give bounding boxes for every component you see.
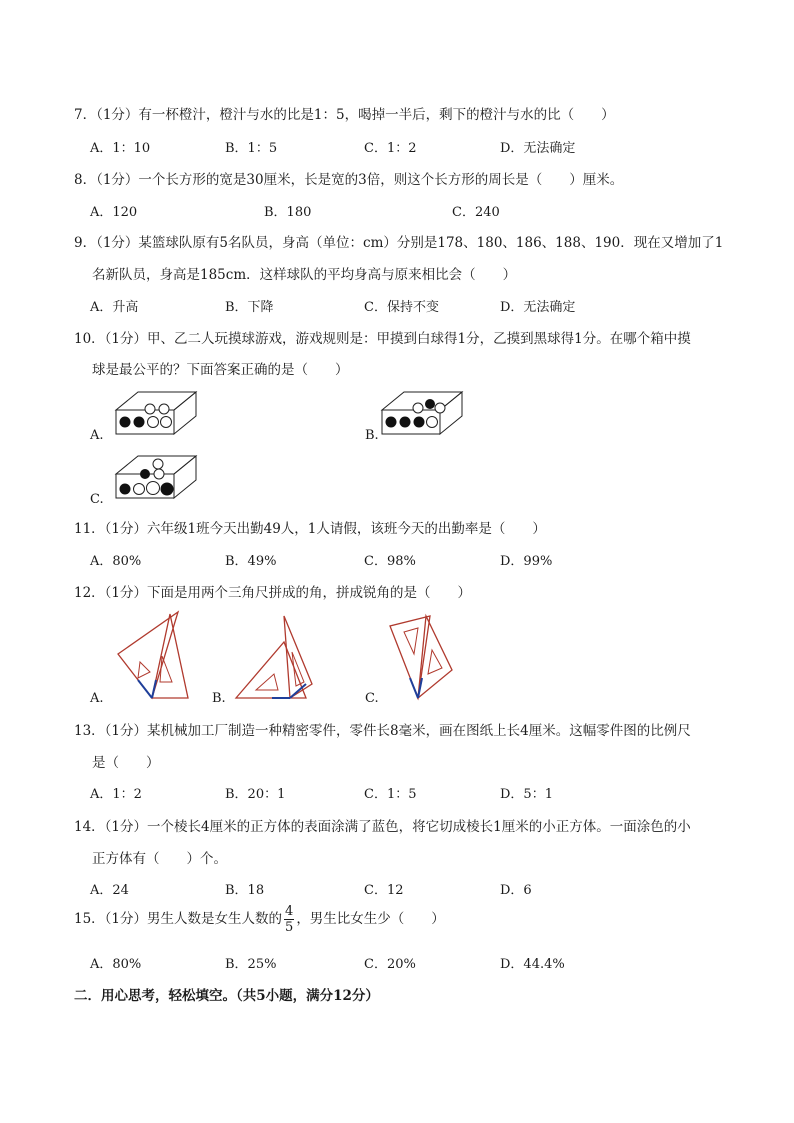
q9-option-c[interactable]: C．保持不变	[364, 300, 439, 315]
q13-stem-line1: 13．（1分）某机械加工厂制造一种精密零件，零件长8毫米，画在图纸上长4厘米。这幅零件图的比例尺	[74, 723, 691, 739]
q10-box-c-figure[interactable]	[112, 452, 202, 504]
q8-option-a[interactable]: A．120	[90, 205, 138, 220]
q9-option-a[interactable]: A．升高	[90, 300, 139, 315]
q8-stem: 8．（1分）一个长方形的宽是30厘米，长是宽的3倍，则这个长方形的周长是（ ）厘米。	[74, 172, 624, 188]
q14-option-d[interactable]: D．6	[500, 883, 532, 898]
q8-option-b[interactable]: B．180	[264, 205, 312, 220]
q7-stem: 7．（1分）有一杯橙汁，橙汁与水的比是1：5，喝掉一半后，剩下的橙汁与水的比（ ）	[74, 107, 615, 123]
q15-stem-after: ，男生比女生少（ ）	[296, 911, 445, 927]
q15-stem	[74, 905, 445, 934]
q15-fraction-denominator: 5	[285, 920, 294, 935]
q11-option-c[interactable]: C．98%	[364, 554, 416, 569]
q12-option-c[interactable]: C.	[365, 691, 379, 706]
q8-option-c[interactable]: C．240	[452, 205, 500, 220]
q13-stem-line2: 是（ ）	[92, 755, 160, 771]
q9-stem-line2: 名新队员，身高是185cm．这样球队的平均身高与原来相比会（ ）	[92, 267, 517, 283]
q15-option-a[interactable]: A．80%	[90, 957, 142, 972]
q11-option-a[interactable]: A．80%	[90, 554, 142, 569]
q15-option-d[interactable]: D．44.4%	[500, 957, 565, 972]
q14-option-a[interactable]: A．24	[90, 883, 129, 898]
q10-stem-line1: 10．（1分）甲、乙二人玩摸球游戏，游戏规则是：甲摸到白球得1分，乙摸到黑球得1分。在哪个箱中摸	[74, 331, 691, 347]
q12-triangle-ruler-c-figure[interactable]	[388, 612, 458, 702]
q13-option-b[interactable]: B．20：1	[225, 787, 286, 802]
q7-option-a[interactable]: A．1：10	[90, 141, 151, 156]
q11-option-d[interactable]: D．99%	[500, 554, 553, 569]
q9-option-b[interactable]: B．下降	[225, 300, 274, 315]
q15-stem-before: 15．（1分）男生人数是女生人数的	[74, 911, 283, 927]
q10-box-a-figure[interactable]	[112, 388, 202, 440]
section-2-heading: 二．用心思考，轻松填空。（共5小题，满分12分）	[74, 988, 379, 1004]
q7-option-b[interactable]: B．1：5	[225, 141, 278, 156]
q14-stem-line2: 正方体有（ ）个。	[92, 851, 227, 867]
q15-fraction	[284, 905, 294, 934]
q13-option-a[interactable]: A．1：2	[90, 787, 142, 802]
q13-option-c[interactable]: C．1：5	[364, 787, 417, 802]
q14-option-b[interactable]: B．18	[225, 883, 265, 898]
q14-option-c[interactable]: C．12	[364, 883, 404, 898]
q7-option-c[interactable]: C．1：2	[364, 141, 417, 156]
q10-option-a[interactable]: A.	[90, 428, 104, 443]
q12-triangle-ruler-a-figure[interactable]	[116, 610, 196, 702]
q15-fraction-numerator: 4	[285, 904, 294, 919]
q12-option-b[interactable]: B.	[212, 691, 226, 706]
q10-option-c[interactable]: C.	[90, 492, 104, 507]
q11-option-b[interactable]: B．49%	[225, 554, 277, 569]
q14-stem-line1: 14．（1分）一个棱长4厘米的正方体的表面涂满了蓝色，将它切成棱长1厘米的小正方体。一面涂色的小	[74, 819, 691, 835]
q7-option-d[interactable]: D．无法确定	[500, 141, 576, 156]
q9-option-d[interactable]: D．无法确定	[500, 300, 576, 315]
q12-triangle-ruler-b-figure[interactable]	[234, 612, 318, 702]
q12-stem: 12．（1分）下面是用两个三角尺拼成的角，拼成锐角的是（ ）	[74, 585, 472, 601]
q15-option-b[interactable]: B．25%	[225, 957, 277, 972]
q10-option-b[interactable]: B.	[365, 428, 379, 443]
q9-stem-line1: 9．（1分）某篮球队原有5名队员，身高（单位：cm）分别是178、180、186、188、190．现在又增加了1	[74, 235, 724, 251]
q11-stem: 11．（1分）六年级1班今天出勤49人，1人请假，该班今天的出勤率是（ ）	[74, 521, 546, 537]
q10-box-b-figure[interactable]	[378, 388, 468, 440]
q12-option-a[interactable]: A.	[90, 691, 104, 706]
q10-stem-line2: 球是最公平的？下面答案正确的是（ ）	[92, 362, 349, 378]
q13-option-d[interactable]: D．5：1	[500, 787, 553, 802]
q15-option-c[interactable]: C．20%	[364, 957, 416, 972]
